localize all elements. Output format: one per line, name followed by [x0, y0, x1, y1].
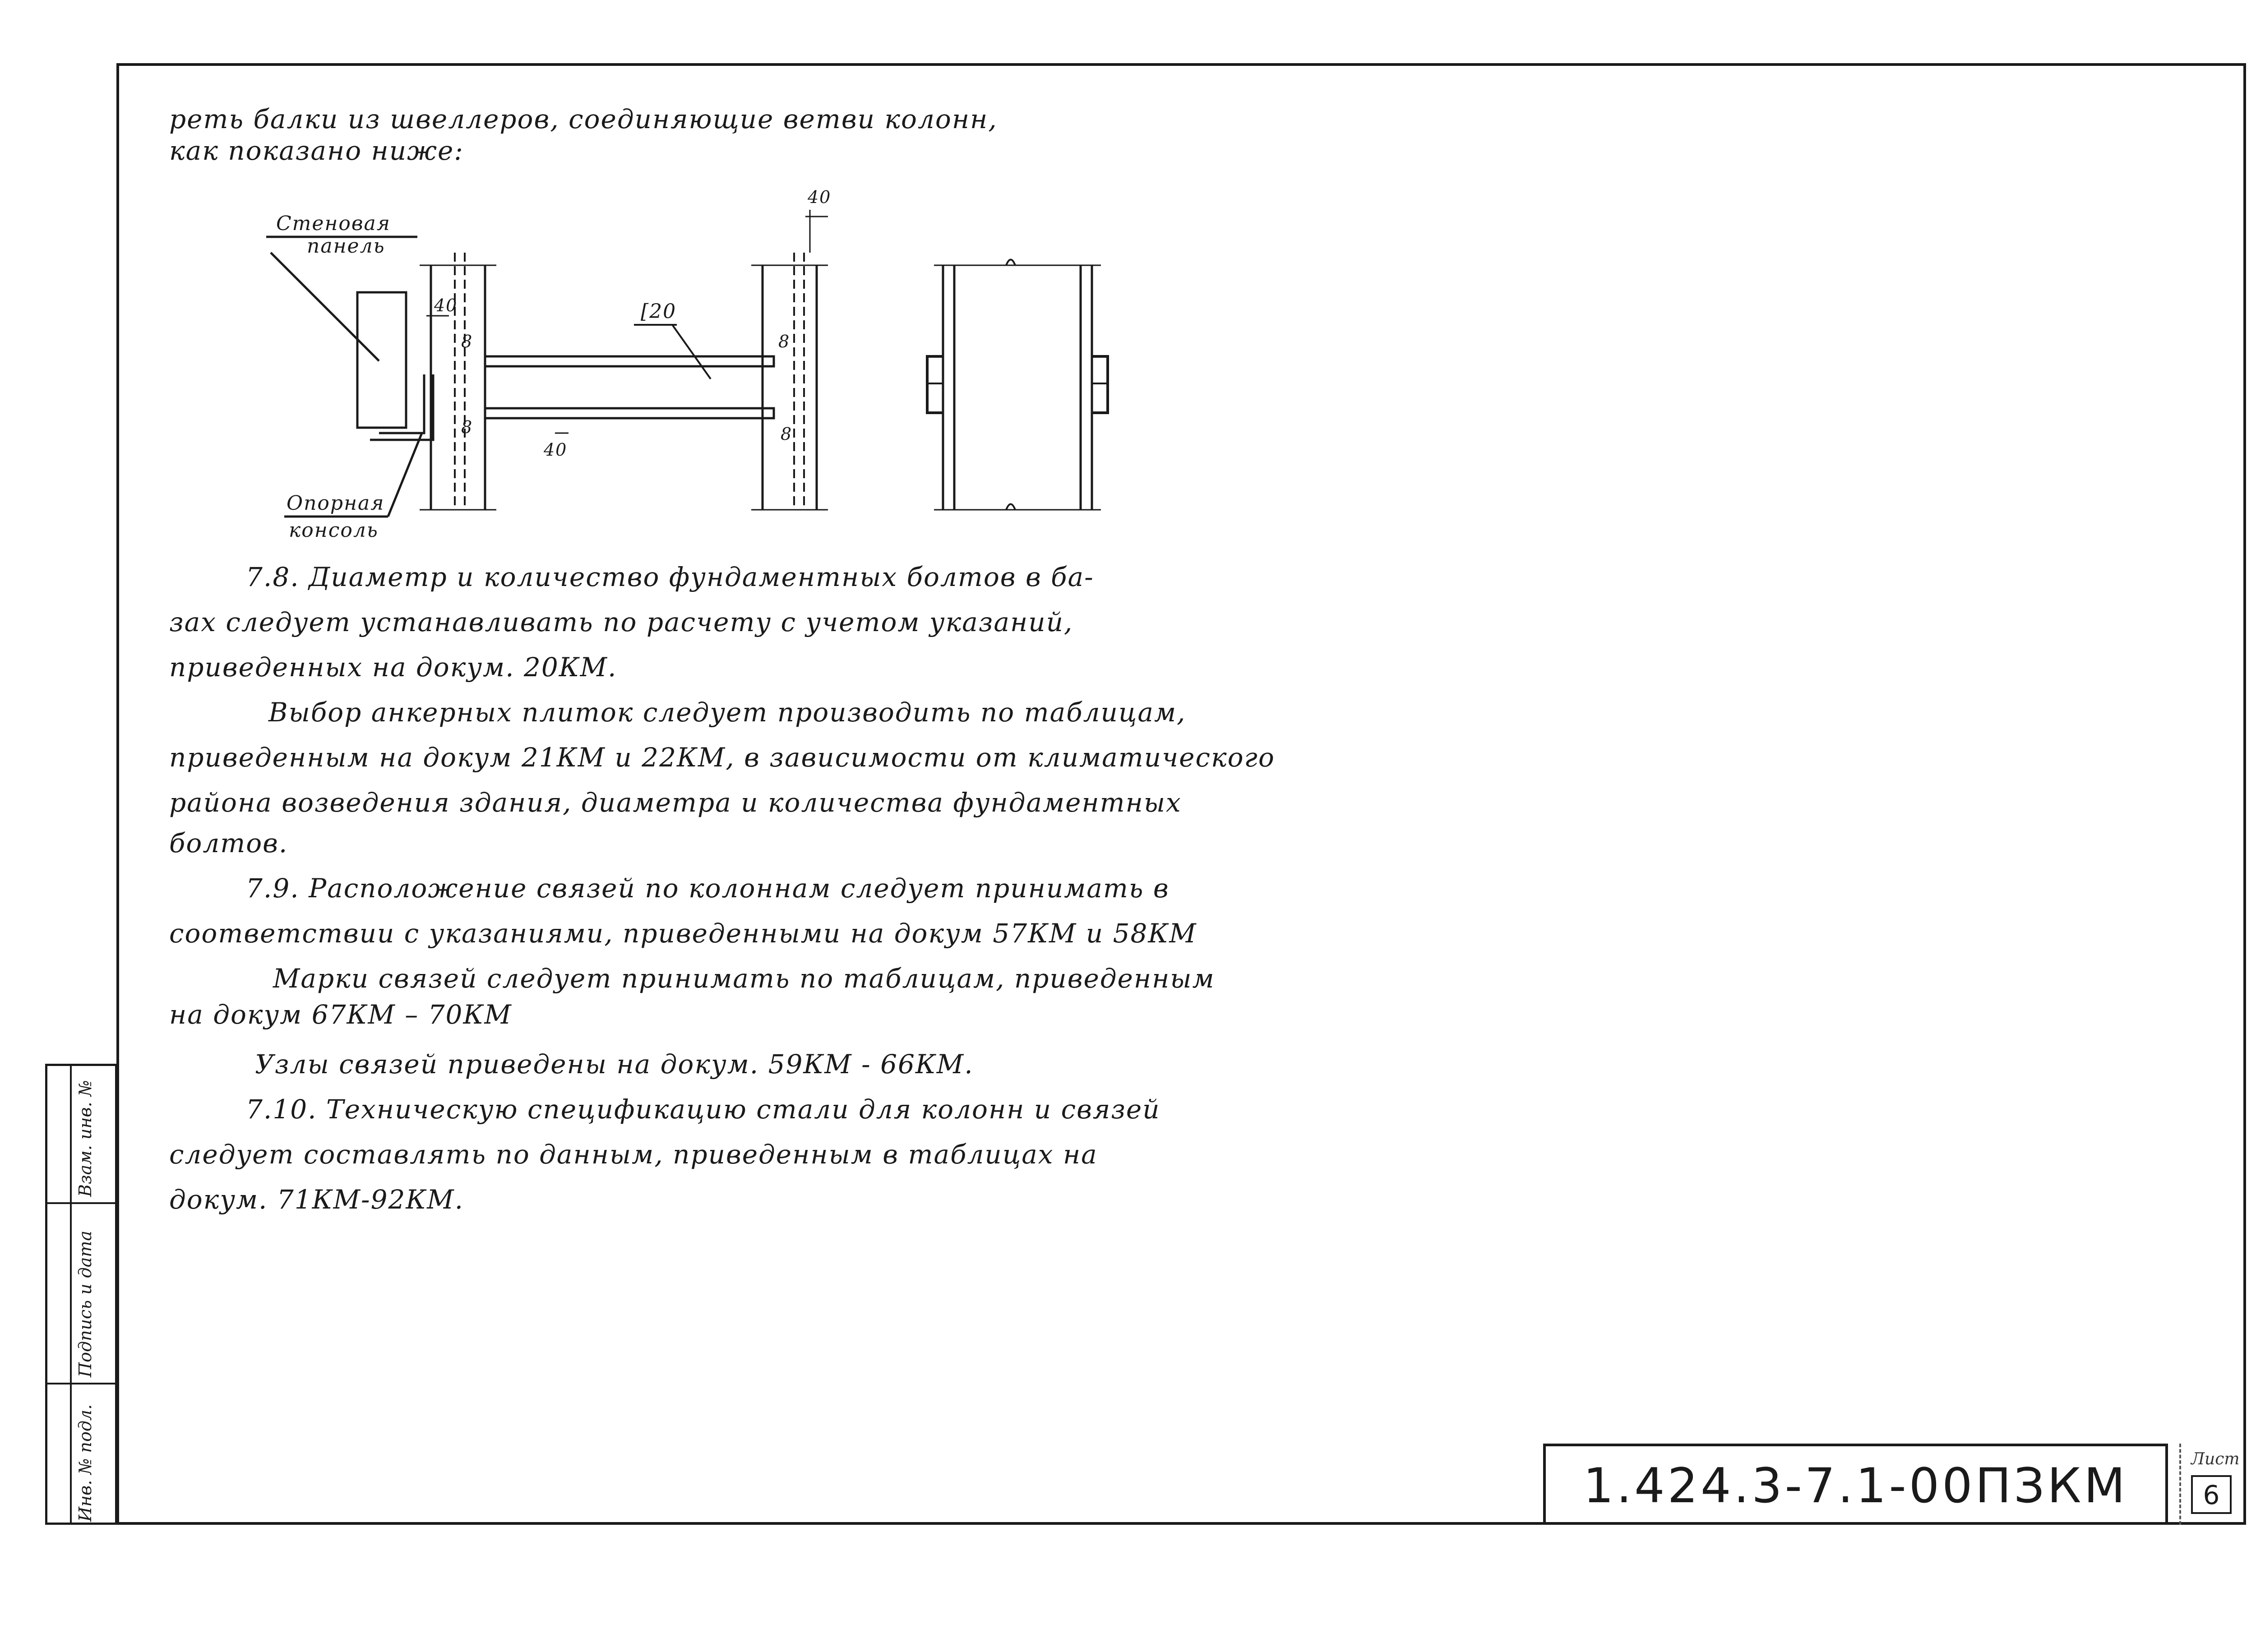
p710-line-1: 7.10. Техническую спецификацию стали для колонн и связей — [246, 1094, 1160, 1125]
p79-line-2: соответствии с указаниями, приведенными на докум 57КМ и 58КМ — [169, 918, 1197, 949]
wall-panel-label-1: Стеновая — [276, 212, 391, 235]
dim-8-right-bottom: 8 — [781, 424, 793, 444]
p79c-line-1: Узлы связей приведены на докум. 59КМ - 66КМ. — [255, 1049, 974, 1080]
document-code: 1.424.3-7.1-00ПЗКМ — [1583, 1458, 2128, 1514]
p79b-line-1: Марки связей следует принимать по таблицам, приведенным — [273, 963, 1215, 994]
dim-8-right-top: 8 — [778, 332, 791, 351]
p79-line-1: 7.9. Расположение связей по колоннам следует принимать в — [246, 873, 1170, 904]
bracket-label-2: консоль — [289, 519, 379, 542]
intro-line-1: реть балки из швеллеров, соединяющие ветви колонн, — [169, 104, 998, 134]
dim-40-left: 40 — [434, 295, 458, 315]
p710-line-2: следует составлять по данным, приведенным в таблицах на — [169, 1139, 1098, 1170]
stamp-inv-replace: Взам. инв. № — [75, 1080, 95, 1197]
wall-panel-label-2: панель — [307, 235, 385, 258]
channel-label: [20 — [641, 300, 677, 323]
sheet-number-block — [2179, 1444, 2246, 1525]
dim-40-top: 40 — [808, 187, 832, 207]
p78b-line-1: Выбор анкерных плиток следует производить по таблицам, — [268, 697, 1186, 728]
p78b-line-2: приведенным на докум 21КМ и 22КМ, в зависимости от климатического — [169, 742, 1275, 773]
p710-line-3: докум. 71КМ-92КМ. — [169, 1184, 464, 1215]
dim-8-left-top: 8 — [461, 332, 473, 351]
dim-40-bottom: 40 — [544, 440, 568, 460]
left-stamp-block — [45, 1064, 117, 1525]
channel-beam-bottom-flange — [485, 408, 774, 418]
stamp-sign-date: Подпись и дата — [75, 1230, 95, 1377]
p78-line-1: 7.8. Диаметр и количество фундаментных болтов в ба- — [246, 562, 1094, 592]
p78b-line-3: района возведения здания, диаметра и количества фундаментных — [169, 787, 1182, 818]
sheet-number: 6 — [2191, 1475, 2232, 1514]
wall-panel — [357, 292, 406, 428]
channel-beam-top-flange — [485, 356, 774, 366]
p79b-line-2: на докум 67КМ – 70КМ — [169, 999, 512, 1030]
dim-8-left-bottom: 8 — [461, 417, 473, 437]
intro-line-2: как показано ниже: — [169, 135, 464, 166]
p78b-line-4: болтов. — [169, 828, 288, 858]
stamp-inv-orig: Инв. № подл. — [75, 1404, 95, 1522]
title-block — [1543, 1444, 2168, 1525]
p78-line-3: приведенных на докум. 20КМ. — [169, 652, 617, 683]
sheet-label: Лист — [2191, 1450, 2240, 1468]
p78-line-2: зах следует устанавливать по расчету с учетом указаний, — [169, 607, 1073, 637]
bracket-label-1: Опорная — [287, 492, 385, 515]
